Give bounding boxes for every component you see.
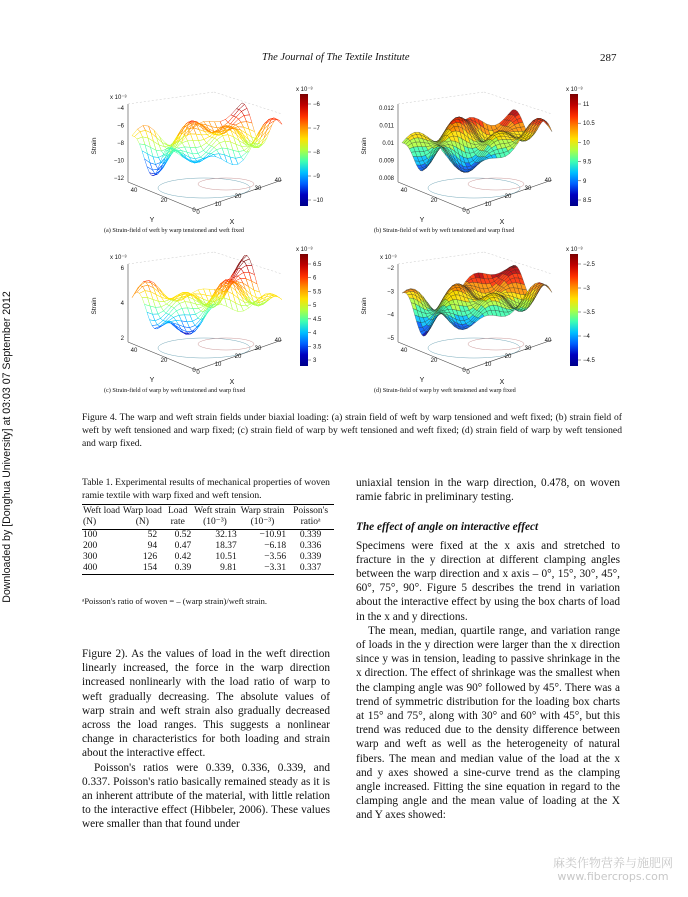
surface-cell xyxy=(153,314,161,321)
surface-cell xyxy=(201,294,209,301)
surface-cell xyxy=(147,312,155,321)
paragraph: uniaxial tension in the warp direction, 0.478, on woven ramie fabric in preliminary testing. xyxy=(356,477,620,504)
surface-cell xyxy=(135,132,143,139)
y-tick-label: 40 xyxy=(400,188,408,194)
surface-plot xyxy=(356,84,626,244)
table-cell: 9.81 xyxy=(220,563,237,573)
table-row xyxy=(82,530,334,542)
surface-cell xyxy=(228,135,236,145)
colorbar-tick-label: −4.5 xyxy=(583,358,595,364)
panel-b xyxy=(356,84,626,244)
surface-cell xyxy=(187,321,195,327)
axis-scale-label: x 10⁻³ xyxy=(380,255,397,261)
colorbar-tick-label: 3 xyxy=(313,358,317,364)
surface-cell xyxy=(156,150,164,157)
surface-cell xyxy=(166,307,174,315)
colorbar-tick-label: 6.5 xyxy=(313,262,322,268)
x-tick-label: 10 xyxy=(484,362,492,368)
surface-cell xyxy=(148,285,156,294)
x-axis-label: X xyxy=(229,379,235,386)
surface-cell xyxy=(241,152,249,160)
watermark-line: 麻类作物营养与施肥网 xyxy=(552,856,673,870)
grid-line xyxy=(128,252,214,264)
page-number: 287 xyxy=(600,52,617,64)
table-cell: 0.42 xyxy=(174,552,192,562)
table-row xyxy=(82,541,334,552)
table-cell: 0.339 xyxy=(299,530,322,540)
y-tick-label: 40 xyxy=(130,348,138,354)
surface-cell xyxy=(236,303,244,312)
table-cell: 400 xyxy=(83,563,98,573)
grid-line xyxy=(398,92,484,104)
z-tick-label: 2 xyxy=(120,336,124,342)
y-tick-label: 0 xyxy=(462,368,466,374)
surface-cell xyxy=(546,286,552,293)
col-header: Warp load (N) xyxy=(122,506,162,527)
surface-cell xyxy=(174,303,182,310)
z-tick-label: −12 xyxy=(113,176,124,182)
y-tick-label: 0 xyxy=(462,208,466,214)
surface-cell xyxy=(247,265,255,274)
surface-cell xyxy=(249,287,257,298)
grid-line xyxy=(214,252,282,274)
colorbar-scale-label: x 10⁻³ xyxy=(566,247,583,253)
colorbar xyxy=(570,94,578,206)
z-axis-label: Strain xyxy=(91,297,98,315)
figure-caption: Figure 4. The warp and weft strain fields under biaxial loading: (a) strain field of weft by warp tensioned and weft fixed; (b) strain field of weft by weft tensioned and warp fixed; (c) strain field of warp by weft tensioned and weft fixed; (d) strain field of warp by weft tensioned and warp fixed. xyxy=(82,412,622,449)
surface-cell xyxy=(244,127,252,137)
surface-cell xyxy=(225,298,233,309)
section-heading: The effect of angle on interactive effect xyxy=(356,521,539,534)
x-tick-label: 40 xyxy=(274,178,282,184)
surface-cell xyxy=(171,311,179,318)
table-cell: 300 xyxy=(83,552,98,562)
z-tick-label: 0.011 xyxy=(379,123,394,130)
running-header xyxy=(0,52,688,68)
colorbar-tick-label: −7 xyxy=(313,126,320,132)
surface-cell xyxy=(196,311,204,318)
grid-line xyxy=(398,252,484,264)
z-axis-label: Strain xyxy=(91,137,98,155)
surface-cell xyxy=(145,159,153,170)
y-axis-line xyxy=(398,182,466,210)
panel-caption: (d) Strain-field of warp by weft tensioned and warp fixed xyxy=(374,387,516,394)
z-tick-label: 4 xyxy=(120,301,124,307)
colorbar-tick-label: 3.5 xyxy=(313,344,322,351)
surface-cell xyxy=(228,149,236,159)
panel-a xyxy=(86,84,356,244)
surface-cell xyxy=(246,279,254,291)
x-tick-label: 10 xyxy=(484,202,492,208)
z-tick-label: 0.01 xyxy=(382,141,394,147)
colorbar-tick-label: 11 xyxy=(583,102,590,108)
x-tick-label: 20 xyxy=(504,354,512,360)
surface-cell xyxy=(242,108,250,115)
table-cell: 52 xyxy=(147,530,158,540)
colorbar-tick-label: 4.5 xyxy=(313,316,322,323)
y-tick-label: 20 xyxy=(160,198,168,204)
y-axis-line xyxy=(128,342,196,370)
surface-cell xyxy=(225,155,233,165)
colorbar-scale-label: x 10⁻³ xyxy=(566,87,583,93)
grid-line xyxy=(484,92,552,114)
z-tick-label: −10 xyxy=(113,158,124,165)
right-column xyxy=(356,476,620,823)
y-axis-line xyxy=(398,342,466,370)
colorbar-tick-label: −9 xyxy=(313,174,320,180)
panel-d xyxy=(356,244,626,404)
table-cell: 0.337 xyxy=(299,563,322,573)
journal-title: The Journal of The Textile Institute xyxy=(262,52,410,63)
table-cell: 0.339 xyxy=(299,552,322,562)
z-tick-label: −8 xyxy=(117,141,124,147)
colorbar-scale-label: x 10⁻³ xyxy=(296,247,313,253)
col-header: Weft load (N) xyxy=(83,506,120,527)
y-tick-label: 40 xyxy=(400,348,408,354)
panel-c xyxy=(86,244,356,404)
y-tick-label: 20 xyxy=(430,198,438,204)
x-tick-label: 20 xyxy=(234,354,242,360)
colorbar-tick-label: 4 xyxy=(313,330,317,337)
surface-cell xyxy=(226,115,234,123)
x-tick-label: 30 xyxy=(524,346,532,352)
table-cell: 200 xyxy=(83,541,98,551)
panel-caption: (c) Strain-field of warp by weft tensioned and warp fixed xyxy=(104,387,246,394)
table-row xyxy=(82,563,334,575)
colorbar-tick-label: 6 xyxy=(313,275,317,282)
table-cell: 0.52 xyxy=(174,530,192,540)
table-cell: 154 xyxy=(142,563,158,573)
paragraph: Figure 2). As the values of load in the weft direction linearly increased, the force in the warp direction increased nonlinearly with the load ratio of warp to weft gradually decreasing. The absolute values of warp strain and weft strain also gradually decreased across the load ranges. This suggests a nonlinear change in characteristics for both loading and strain about the interactive effect. xyxy=(82,648,330,760)
colorbar-tick-label: 5 xyxy=(313,303,317,310)
colorbar xyxy=(570,254,578,366)
surface-cell xyxy=(230,300,238,312)
colorbar-tick-label: −4 xyxy=(583,334,590,340)
x-tick-label: 0 xyxy=(466,370,470,376)
surface-cell xyxy=(236,144,244,151)
contour-line xyxy=(198,338,254,350)
surface-cell xyxy=(236,157,244,164)
colorbar xyxy=(300,254,308,366)
col-header: Warp strain (10⁻³) xyxy=(240,506,285,527)
colorbar-scale-label: x 10⁻³ xyxy=(296,87,313,93)
left-column xyxy=(82,647,330,832)
surface-cell xyxy=(153,300,161,308)
z-tick-label: −6 xyxy=(117,123,124,130)
table-cell: 32.13 xyxy=(215,530,237,540)
table-cell: 94 xyxy=(147,541,158,551)
col-header: Poisson's ratioᵃ xyxy=(293,506,329,527)
surface-plot xyxy=(356,244,626,404)
table-cell: −3.31 xyxy=(264,563,287,573)
contour-line xyxy=(468,178,524,190)
x-tick-label: 0 xyxy=(466,210,470,216)
surface-cell xyxy=(145,145,153,157)
x-axis-label: X xyxy=(499,219,505,226)
surface-cell xyxy=(156,295,164,302)
colorbar-tick-label: 8.5 xyxy=(583,198,592,204)
y-axis-label: Y xyxy=(149,217,155,224)
table-cell: 10.51 xyxy=(215,552,237,562)
surface-cell xyxy=(546,122,552,132)
colorbar-tick-label: 10.5 xyxy=(583,121,595,128)
paragraph: Specimens were fixed at the x axis and stretched to fracture in the y direction at different clamping angles between the warp direction and x axis – 0°, 15°, 30°, 45°, 60°, 75°, 90°. Figure 5 describes the trend in variation about the interactive effect by using the box charts of load in the x and y directions. xyxy=(356,539,620,623)
z-tick-label: 0.009 xyxy=(378,158,394,165)
figure-4 xyxy=(86,84,626,404)
y-axis-label: Y xyxy=(149,377,155,384)
col-header: Weft strain (10⁻³) xyxy=(194,506,236,527)
surface-cell xyxy=(214,143,222,150)
z-tick-label: −4 xyxy=(117,106,124,112)
surface-cell xyxy=(204,137,212,143)
axis-scale-label: x 10⁻³ xyxy=(110,95,127,101)
x-tick-label: 0 xyxy=(196,210,200,216)
x-axis-label: X xyxy=(499,379,505,386)
surface-cell xyxy=(231,142,239,152)
x-tick-label: 40 xyxy=(274,338,282,344)
table-header-row xyxy=(82,505,334,530)
surface-cell xyxy=(193,154,201,159)
surface-cell xyxy=(158,321,166,327)
y-tick-label: 0 xyxy=(192,368,196,374)
table-cell: 18.37 xyxy=(215,541,237,551)
surface-cell xyxy=(217,136,225,143)
table-cell: 126 xyxy=(142,552,158,562)
watermark xyxy=(538,856,688,884)
surface-cell xyxy=(148,154,156,165)
colorbar-tick-label: −6 xyxy=(313,102,320,108)
y-tick-label: 20 xyxy=(430,358,438,364)
z-tick-label: 6 xyxy=(120,266,124,272)
surface-cell xyxy=(191,302,199,308)
x-tick-label: 40 xyxy=(544,338,552,344)
watermark-line: www.fibercrops.com xyxy=(557,870,669,883)
surface-cell xyxy=(142,151,150,163)
x-tick-label: 0 xyxy=(196,370,200,376)
table-footnote: ᵃPoisson's ratio of woven = – (warp strain)/weft strain. xyxy=(82,596,267,606)
y-tick-label: 40 xyxy=(130,188,138,194)
axis-scale-label: x 10⁻³ xyxy=(110,255,127,261)
surface-plot xyxy=(86,244,356,404)
z-tick-label: −4 xyxy=(387,312,394,319)
colorbar-tick-label: −10 xyxy=(313,198,324,204)
y-tick-label: 0 xyxy=(192,208,196,214)
table-cell: 0.47 xyxy=(174,541,192,551)
table-caption: Table 1. Experimental results of mechanical properties of woven ramie textile with warp fixed and weft tension. xyxy=(82,477,330,501)
colorbar-tick-label: 9.5 xyxy=(583,159,592,166)
surface-cell xyxy=(241,306,249,312)
z-tick-label: 0.012 xyxy=(378,106,394,112)
y-axis-label: Y xyxy=(419,217,425,224)
colorbar xyxy=(300,94,308,206)
z-tick-label: −5 xyxy=(387,336,394,342)
contour-line xyxy=(468,338,524,350)
z-axis-label: Strain xyxy=(361,297,368,315)
y-axis-label: Y xyxy=(419,377,425,384)
col-header: Load rate xyxy=(167,506,188,527)
x-tick-label: 10 xyxy=(214,362,222,368)
surface-cell xyxy=(249,272,257,284)
download-note: Downloaded by [Donghua University] at 03:03 07 September 2012 xyxy=(1,291,13,603)
table-cell: −6.18 xyxy=(264,541,287,551)
surface-cell xyxy=(252,281,260,292)
x-tick-label: 30 xyxy=(524,186,532,192)
panel-caption: (a) Strain-field of weft by warp tensioned and weft fixed xyxy=(104,227,245,234)
grid-line xyxy=(128,92,214,104)
colorbar-tick-label: −2.5 xyxy=(583,262,595,268)
colorbar-tick-label: −3 xyxy=(583,286,590,292)
z-axis-label: Strain xyxy=(361,137,368,155)
x-tick-label: 30 xyxy=(254,346,262,352)
table-cell: −3.56 xyxy=(264,552,287,562)
x-tick-label: 20 xyxy=(504,194,512,200)
paragraph: Poisson's ratios were 0.339, 0.336, 0.339, and 0.337. Poisson's ratio basically remained steady as it is an inherent attribute of the material, with little relation to the interactive effect (Hibbeler, 2006). These values were smaller than that found under xyxy=(82,761,330,831)
surface-cell xyxy=(237,103,245,110)
colorbar-tick-label: −8 xyxy=(313,150,320,156)
table-cell: 0.336 xyxy=(299,541,322,551)
x-tick-label: 20 xyxy=(234,194,242,200)
x-tick-label: 40 xyxy=(544,178,552,184)
y-axis-line xyxy=(128,182,196,210)
x-tick-label: 10 xyxy=(214,202,222,208)
surface-plot xyxy=(86,84,356,244)
table-row xyxy=(82,552,334,563)
surface-cell xyxy=(199,130,207,135)
z-tick-label: −2 xyxy=(387,266,394,272)
surface-cell xyxy=(148,298,156,308)
colorbar-tick-label: 10 xyxy=(583,140,590,147)
table-cell: 0.39 xyxy=(174,563,192,573)
colorbar-tick-label: −3.5 xyxy=(583,310,595,316)
surface-cell xyxy=(146,130,154,141)
surface-cell xyxy=(228,291,236,303)
y-tick-label: 20 xyxy=(160,358,168,364)
paragraph: The mean, median, quartile range, and variation range of loads in the y direction were larger than the x direction since y was in tension, leading to passive shrinkage in the x direction. The effect of shrinkage was the smallest when the clamping angle was 90° followed by 45°. There was a trend of symmetric distribution for the loading box charts at 15° and 75°, along with 30° and 60° with 45°, but this trend was reduced due to the density difference between warp and weft as well as the heterogeneity of natural fibers. The mean and median value of the load at the x and y axes showed a sine-curve trend as the clamping angle increased. Fitting the sine equation in regard to the clamping angle and the mean value of loading at the X and Y axes showed: xyxy=(356,624,620,822)
x-tick-label: 30 xyxy=(254,186,262,192)
x-axis-label: X xyxy=(229,219,235,226)
colorbar-tick-label: 5.5 xyxy=(313,289,322,296)
z-tick-label: −3 xyxy=(387,289,394,296)
contour-line xyxy=(198,178,254,190)
panel-caption: (b) Strain-field of weft by weft tensioned and warp fixed xyxy=(374,227,515,234)
colorbar-tick-label: 9 xyxy=(583,178,587,185)
table-1 xyxy=(82,504,334,575)
surface-cell xyxy=(274,118,282,124)
table-cell: −10.91 xyxy=(259,530,287,540)
z-tick-label: 0.008 xyxy=(378,176,394,182)
table-cell: 100 xyxy=(83,530,98,540)
surface-cell xyxy=(161,304,169,311)
